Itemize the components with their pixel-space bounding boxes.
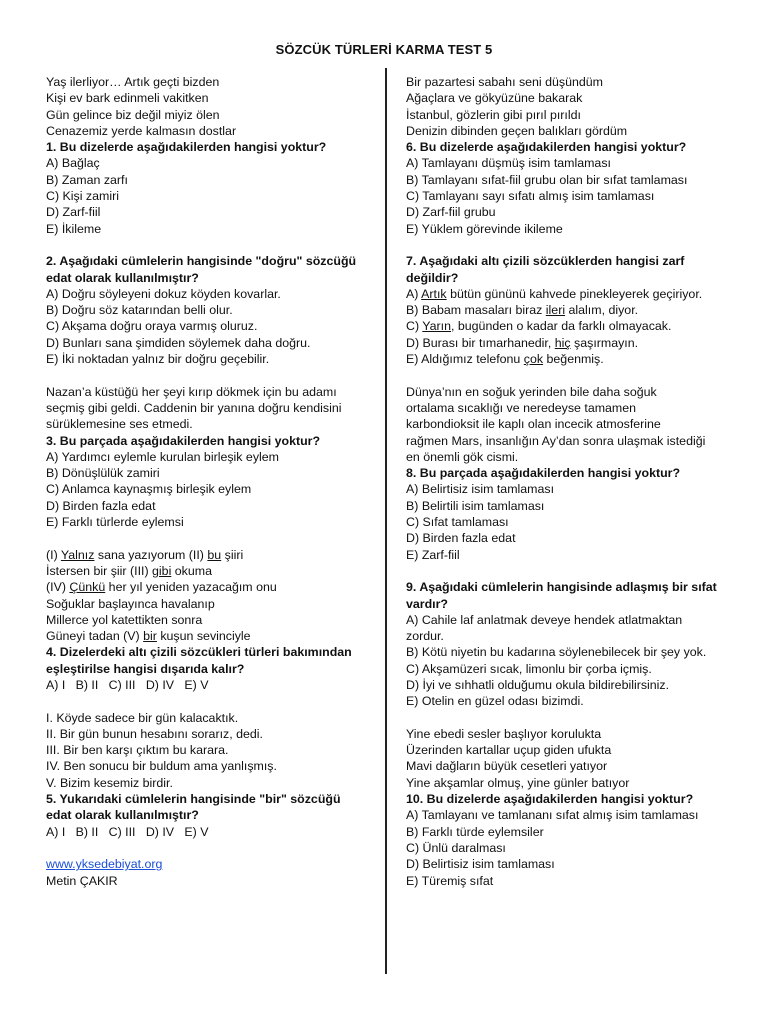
poem-line: Cenazemiz yerde kalmasın dostlar [46, 123, 237, 138]
option: C) Anlamca kaynaşmış birleşik eylem [46, 482, 252, 497]
option: C) Akşamüzeri sıcak, limonlu bir çorba içmiş. [406, 661, 652, 676]
sentence: V. Bizim kesemiz birdir. [46, 775, 173, 790]
underlined-word: bu [207, 547, 222, 562]
q5-question-line: edat olarak kullanılmıştır? [46, 808, 199, 823]
underlined-word: çok [523, 352, 544, 367]
q2-question-line: edat olarak kullanılmıştır? [46, 270, 199, 285]
q3-options [46, 449, 376, 530]
q10-poem [406, 726, 736, 791]
option: B) Zaman zarfı [46, 172, 128, 187]
passage-line: sürüklemesine ses etmedi. [46, 417, 193, 432]
q6-options [406, 155, 736, 236]
poem-line: Millerce yol katettikten sonra [46, 612, 203, 627]
option: A) Tamlayanı ve tamlananı sıfat almış isim tamlaması [406, 808, 699, 823]
option: D) Belirtisiz isim tamlaması [406, 857, 555, 872]
poem-line: Denizin dibinden geçen balıkları gördüm [406, 123, 628, 138]
option: E) İki noktadan yalnız bir doğru geçebilir. [46, 352, 270, 367]
q4-question-line: eşleştirilse hangisi dışarıda kalır? [46, 661, 245, 676]
option: C) Yarın, bugünden o kadar da farklı olmayacak. [406, 319, 672, 334]
passage-line: en önemli gök cismi. [406, 449, 519, 464]
poem-line: Yine akşamlar olmuş, yine günler batıyor [406, 775, 630, 790]
poem-line: Gün gelince biz değil miyiz ölen [46, 107, 220, 122]
option: D) Zarf-fiil [46, 205, 101, 220]
option: E) Otelin en güzel odası bizimdi. [406, 694, 584, 709]
option: D) İyi ve sıhhatli olduğumu okula bildirebilirsiniz. [406, 677, 670, 692]
poem-line: Kişi ev bark edinmeli vakitken [46, 91, 209, 106]
column-divider [385, 68, 387, 974]
passage-line: Nazan’a küstüğü her şeyi kırıp dökmek için bu adamı [46, 384, 337, 399]
option: C) Sıfat tamlaması [406, 515, 509, 530]
poem-line: Ağaçlara ve gökyüzüne bakarak [406, 91, 583, 106]
option: E) Aldığımız telefonu çok beğenmiş. [406, 352, 604, 367]
option: B) Belirtili isim tamlaması [406, 498, 545, 513]
q2-question-line: 2. Aşağıdaki cümlelerin hangisinde "doğru" sözcüğü [46, 254, 357, 269]
option: C) Kişi zamiri [46, 189, 119, 204]
option: E) Yüklem görevinde ikileme [406, 221, 563, 236]
right-column [406, 74, 736, 889]
poem-line: Güneyi tadan (V) bir kuşun sevinciyle [46, 629, 251, 644]
underlined-word: Çünkü [69, 580, 106, 595]
q5-options: A) I B) II C) III D) IV E) V [46, 824, 209, 839]
option: E) Farklı türlerde eylemsi [46, 515, 184, 530]
q3-question: 3. Bu parçada aşağıdakilerden hangisi yoktur? [46, 433, 321, 448]
option: B) Babam masaları biraz ileri alalım, diyor. [406, 303, 639, 318]
q9-question-line: 9. Aşağıdaki cümlelerin hangisinde adlaşmış bir sıfat [406, 580, 717, 595]
option: A) Bağlaç [46, 156, 100, 171]
underlined-word: Yarın [422, 319, 451, 334]
option: A) Artık bütün gününü kahvede pinekleyerek geçiriyor. [406, 286, 703, 301]
q2-options [46, 286, 376, 367]
poem-line: İstersen bir şiir (III) gibi okuma [46, 563, 212, 578]
q4-poem [46, 547, 376, 645]
sentence: III. Bir ben karşı çıktım bu karara. [46, 743, 229, 758]
poem-line: Yaş ilerliyor… Artık geçti bizden [46, 75, 220, 89]
option: C) Akşama doğru oraya varmış oluruz. [46, 319, 258, 334]
poem-line: (IV) Çünkü her yıl yeniden yazacağım onu [46, 580, 277, 595]
q5-sentences [46, 710, 376, 791]
q9-question-line: vardır? [406, 596, 449, 611]
passage-line: rağmen Mars, insanlığın Ay’dan sonra ulaşmak istediği [406, 433, 706, 448]
option: A) Doğru söyleyeni dokuz köyden kovarlar. [46, 286, 281, 301]
q10-question: 10. Bu dizelerde aşağıdakilerden hangisi yoktur? [406, 792, 694, 807]
q7-question-line: değildir? [406, 270, 459, 285]
option: A) Belirtisiz isim tamlaması [406, 482, 555, 497]
poem-line: (I) Yalnız sana yazıyorum (II) bu şiiri [46, 547, 244, 562]
q4-options: A) I B) II C) III D) IV E) V [46, 677, 209, 692]
q7-options [406, 286, 736, 367]
website-link[interactable]: www.yksedebiyat.org [46, 857, 163, 872]
q6-poem [406, 74, 736, 139]
option: zordur. [406, 629, 444, 644]
underlined-word: hiç [554, 335, 571, 350]
option: C) Ünlü daralması [406, 840, 506, 855]
option: B) Dönüşlülük zamiri [46, 466, 160, 481]
option: D) Birden fazla edat [46, 498, 156, 513]
page-title: SÖZCÜK TÜRLERİ KARMA TEST 5 [275, 42, 493, 57]
left-column [46, 74, 376, 889]
q7-question-line: 7. Aşağıdaki altı çizili sözcüklerden hangisi zarf [406, 254, 685, 269]
option: B) Tamlayanı sıfat-fiil grubu olan bir sıfat tamlaması [406, 172, 688, 187]
q9-options [406, 612, 736, 710]
q4-question-line: 4. Dizelerdeki altı çizili sözcükleri türleri bakımından [46, 645, 352, 660]
q5-question-line: 5. Yukarıdaki cümlelerin hangisinde "bir" sözcüğü [46, 792, 341, 807]
underlined-word: Yalnız [60, 547, 95, 562]
q8-question: 8. Bu parçada aşağıdakilerden hangisi yoktur? [406, 466, 681, 481]
option: E) İkileme [46, 221, 102, 236]
option: D) Birden fazla edat [406, 531, 516, 546]
sentence: II. Bir gün bunun hesabını sorarız, dedi. [46, 726, 263, 741]
option: D) Zarf-fiil grubu [406, 205, 496, 220]
option: E) Zarf-fiil [406, 547, 460, 562]
option: B) Doğru söz katarından belli olur. [46, 303, 233, 318]
option: A) Yardımcı eylemle kurulan birleşik eylem [46, 449, 279, 464]
option: B) Kötü niyetin bu kadarına söylenebilecek bir şey yok. [406, 645, 707, 660]
underlined-word: gibi [152, 563, 172, 578]
sentence: I. Köyde sadece bir gün kalacaktık. [46, 710, 239, 725]
q3-passage [46, 384, 376, 433]
poem-line: Soğuklar başlayınca havalanıp [46, 596, 215, 611]
option: A) Cahile laf anlatmak deveye hendek atlatmaktan [406, 612, 683, 627]
q6-question: 6. Bu dizelerde aşağıdakilerden hangisi yoktur? [406, 140, 687, 155]
option: C) Tamlayanı sayı sıfatı almış isim tamlaması [406, 189, 655, 204]
poem-line: Üzerinden kartallar uçup giden ufukta [406, 743, 612, 758]
underlined-word: bir [143, 629, 157, 644]
option: D) Bunları sana şimdiden söylemek daha doğru. [46, 335, 311, 350]
author-name: Metin ÇAKIR [46, 873, 118, 888]
passage-line: seçmiş gibi geldi. Caddenin bir yanına doğru kendisini [46, 400, 342, 415]
poem-line: Mavi dağların büyük cesetleri yatıyor [406, 759, 608, 774]
passage-line: Dünya’nın en soğuk yerinden bile daha soğuk [406, 384, 657, 399]
q8-passage [406, 384, 736, 465]
q1-options [46, 155, 376, 236]
poem-line: Bir pazartesi sabahı seni düşündüm [406, 75, 603, 89]
q1-poem [46, 74, 376, 139]
option: A) Tamlayanı düşmüş isim tamlaması [406, 156, 611, 171]
poem-line: İstanbul, gözlerin gibi pırıl pırıldı [406, 107, 581, 122]
q10-options [406, 807, 736, 888]
passage-line: ortalama sıcaklığı ve neredeyse tamamen [406, 400, 637, 415]
underlined-word: ileri [545, 303, 566, 318]
poem-line: Yine ebedi sesler başlıyor korulukta [406, 726, 602, 741]
option: D) Burası bir tımarhanedir, hiç şaşırmayın. [406, 335, 639, 350]
underlined-word: Artık [421, 286, 447, 301]
q8-options [406, 481, 736, 562]
option: E) Türemiş sıfat [406, 873, 494, 888]
passage-line: karbondioksit ile kaplı olan incecik atmosferine [406, 417, 661, 432]
q1-question: 1. Bu dizelerde aşağıdakilerden hangisi yoktur? [46, 140, 327, 155]
option: B) Farklı türde eylemsiler [406, 824, 544, 839]
sentence: IV. Ben sonucu bir buldum ama yanlışmış. [46, 759, 277, 774]
